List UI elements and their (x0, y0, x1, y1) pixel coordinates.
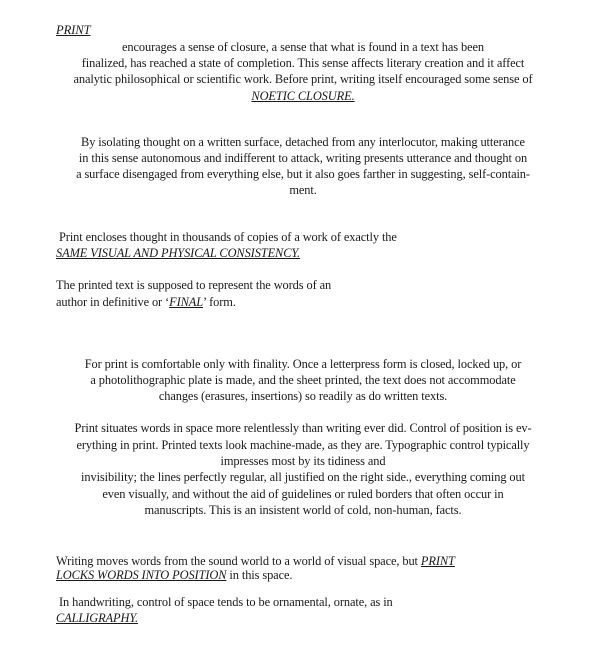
p2-line-2: in this sense autonomous and indifferent to attack, writing presents utterance and thought on (78, 151, 528, 165)
p2-line-1: By isolating thought on a written surface, detached from any interlocutor, making utterance (81, 135, 525, 149)
p5-line-3: changes (erasures, insertions) so readily as do written texts. (158, 389, 448, 403)
emphasis-noetic-closure: NOETIC CLOSURE. (251, 89, 355, 103)
p5-line-1: For print is comfortable only with finality. Once a letterpress form is closed, locked up, or (84, 357, 522, 371)
emphasis-calligraphy: CALLIGRAPHY. (56, 611, 138, 625)
heading-print: PRINT (56, 23, 91, 37)
p6-line-5: even visually, and without the aid of guidelines or ruled borders that often occur in (102, 487, 504, 501)
p7-line-2 (56, 567, 292, 583)
p4-line-2 (56, 294, 236, 310)
p6-line-4: invisibility; the lines perfectly regular, all justified on the right side., everything coming out (81, 470, 525, 484)
emphasis-locks-words: LOCKS WORDS INTO POSITION (56, 568, 227, 582)
p5-line-2: a photolithographic plate is made, and the sheet printed, the text does not accommodate (90, 373, 516, 387)
p1-line-1: encourages a sense of closure, a sense that what is found in a text has been (122, 40, 484, 54)
p1-line-2: finalized, has reached a state of completion. This sense affects literary creation and it affect (81, 56, 525, 70)
p2-line-4: ment. (289, 183, 317, 197)
p4-text-before: author in definitive or ‘ (56, 295, 170, 309)
p6-line-6: manuscripts. This is an insistent world of cold, non-human, facts. (144, 503, 462, 517)
p6-line-2: erything in print. Printed texts look machine-made, as they are. Typographic control typically (76, 438, 530, 452)
p2-line-3: a surface disengaged from everything else, but it also goes farther in suggesting, self-contain- (76, 167, 530, 181)
emphasis-same-visual: SAME VISUAL AND PHYSICAL CONSISTENCY. (56, 246, 301, 260)
emphasis-final: FINAL (169, 295, 204, 309)
p1-line-3: analytic philosophical or scientific work. Before print, writing itself encouraged some sense of (73, 72, 533, 86)
p4-line-1: The printed text is supposed to represent the words of an (56, 278, 332, 292)
p6-line-3: impresses most by its tidiness and (220, 454, 386, 468)
p4-text-after: ’ form. (203, 295, 236, 309)
p7-text-after: in this space. (226, 568, 293, 582)
p3-line-1: Print encloses thought in thousands of copies of a work of exactly the (59, 230, 397, 244)
p6-line-1: Print situates words in space more relentlessly than writing ever did. Control of position is ev- (74, 421, 532, 435)
p8-line-1: In handwriting, control of space tends to be ornamental, ornate, as in (59, 595, 393, 609)
p7-text-before: Writing moves words from the sound world to a world of visual space, but (56, 554, 421, 568)
emphasis-print: PRINT (420, 554, 455, 568)
